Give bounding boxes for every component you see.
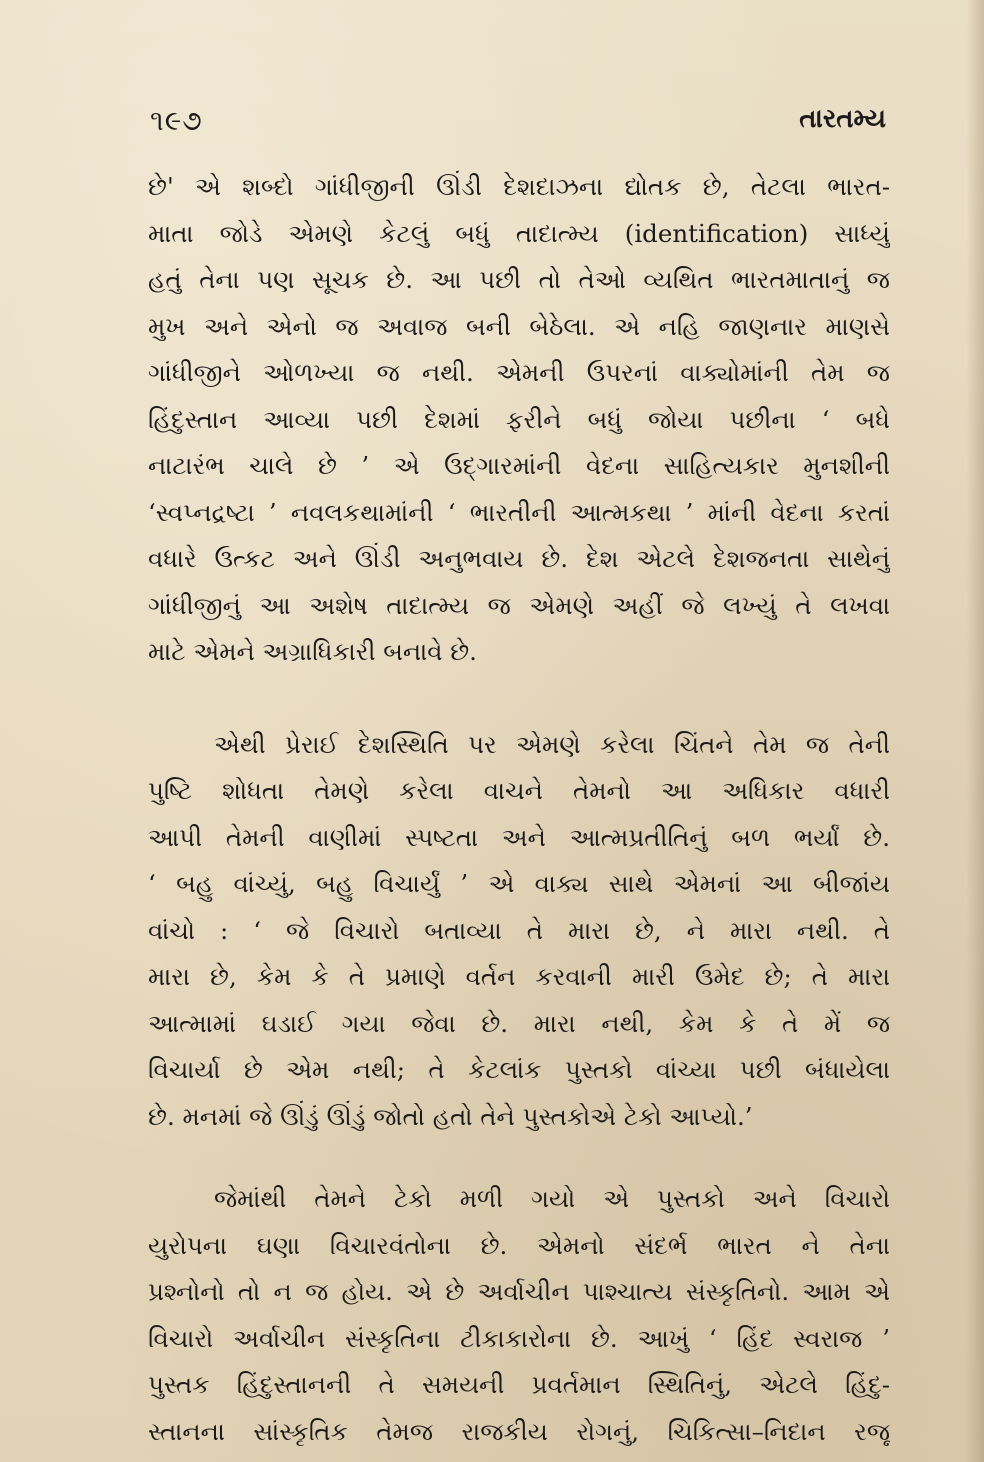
text-line: હતું તેના પણ સૂચક છે. આ પછી તો તેઓ વ્યથિત ભારતમાતાનું જ xyxy=(148,265,890,294)
paragraph-gap xyxy=(148,676,890,722)
text-line: યુરોપના ઘણા વિચારવંતોના છે. એમનો સંદર્ભ ભારત ને તેના xyxy=(148,1230,890,1260)
text-line: સ્તાનના સાંસ્કૃતિક તેમજ રાજકીય રોગનું, ચિકિત્સા–નિદાન રજૂ xyxy=(148,1416,890,1446)
text-line: વાંચો : ‘ જે વિચારો બતાવ્યા તે મારા છે, ને મારા નથી. તે xyxy=(148,915,890,945)
text-line: આપી તેમની વાણીમાં સ્પષ્ટતા અને આત્મપ્રતીતિનું બળ ભર્યાં છે. xyxy=(148,822,890,852)
paragraph-gap xyxy=(148,1140,890,1176)
paragraph-2 xyxy=(148,722,890,1141)
text-line: આત્મામાં ઘડાઈ ગયા જેવા છે. મારા નથી, કેમ કે તે મેં જ xyxy=(148,1008,890,1038)
text-line: વિચાર્યા છે એમ નથી; તે કેટલાંક પુસ્તકો વાંચ્યા પછી બંધાયેલા xyxy=(148,1055,890,1084)
page-edge-shadow xyxy=(966,0,984,1462)
paragraph-1 xyxy=(148,164,890,676)
text-line: ‘ બહુ વાંચ્યું, બહુ વિચાર્યું ’ એ વાક્ય સાથે એમનાં આ બીજાંય xyxy=(148,869,890,898)
text-line: ‘સ્વપ્નદ્રષ્ટા ’ નવલકથામાંની ‘ ભારતીની આત્મકથા ’ માંની વેદના કરતાં xyxy=(148,497,890,527)
text-line: એથી પ્રેરાઈ દેશસ્થિતિ પર એમણે કરેલા ચિંતને તેમ જ તેની xyxy=(214,729,890,759)
text-line: પ્રશ્નોનો તો ન જ હોય. એ છે અર્વાચીન પાશ્ચાત્ય સંસ્કૃતિનો. આમ એ xyxy=(148,1277,890,1306)
text-line: હિંદુસ્તાન આવ્યા પછી દેશમાં ફરીને બધું જોયા પછીના ‘ બધે xyxy=(148,404,890,434)
page-header xyxy=(150,104,886,144)
text-line: છે' એ શબ્દો ગાંધીજીની ઊંડી દેશદાઝના દ્યોતક છે, તેટલા ભારત- xyxy=(148,172,890,201)
text-line: છે. મનમાં જે ઊંડું ઊંડું જોતો હતો તેને પુસ્તકોએ ટેકો આપ્યો.’ xyxy=(148,1101,753,1131)
text-line: નાટારંભ ચાલે છે ’ એ ઉદ્ગારમાંની વેદના સાહિત્યકાર મુનશીની xyxy=(148,451,890,480)
text-line: વિચારો અર્વાચીન સંસ્કૃતિના ટીકાકારોના છે. આખું ‘ હિંદ સ્વરાજ ’ xyxy=(148,1323,890,1353)
page-number: ૧૯૭ xyxy=(150,104,203,137)
text-line: મુખ અને એનો જ અવાજ બની બેઠેલા. એ નહિ જાણનાર માણસે xyxy=(148,311,890,341)
text-line: પુસ્તક હિંદુસ્તાનની તે સમયની પ્રવર્તમાન સ્થિતિનું, એટલે હિંદુ- xyxy=(148,1370,890,1399)
text-line: જેમાંથી તેમને ટેકો મળી ગયો એ પુસ્તકો અને વિચારો xyxy=(214,1184,890,1213)
text-line: ગાંધીજીનું આ અશેષ તાદાત્મ્ય જ એમણે અહીં જે લખ્યું તે લખવા xyxy=(148,590,890,620)
text-line: માતા જોડે એમણે કેટલું બધું તાદાત્મ્ય (identification) સાધ્યું xyxy=(148,218,890,248)
text-line: માટે એમને અગ્રાધિકારી બનાવે છે. xyxy=(148,637,477,666)
text-line: પુષ્ટિ શોધતા તેમણે કરેલા વાચને તેમનો આ અધિકાર વધારી xyxy=(148,776,890,805)
text-line: વધારે ઉત્કટ અને ઊંડી અનુભવાય છે. દેશ એટલે દેશજનતા સાથેનું xyxy=(148,544,890,573)
paragraph-3 xyxy=(148,1176,890,1455)
text-line: ગાંધીજીને ઓળખ્યા જ નથી. એમની ઉપરનાં વાક્યોમાંની તેમ જ xyxy=(148,358,890,387)
body-text xyxy=(148,164,890,1455)
text-line: મારા છે, કેમ કે તે પ્રમાણે વર્તન કરવાની મારી ઉમેદ છે; તે મારા xyxy=(148,962,890,991)
running-title: તારતમ્ય xyxy=(799,104,886,134)
